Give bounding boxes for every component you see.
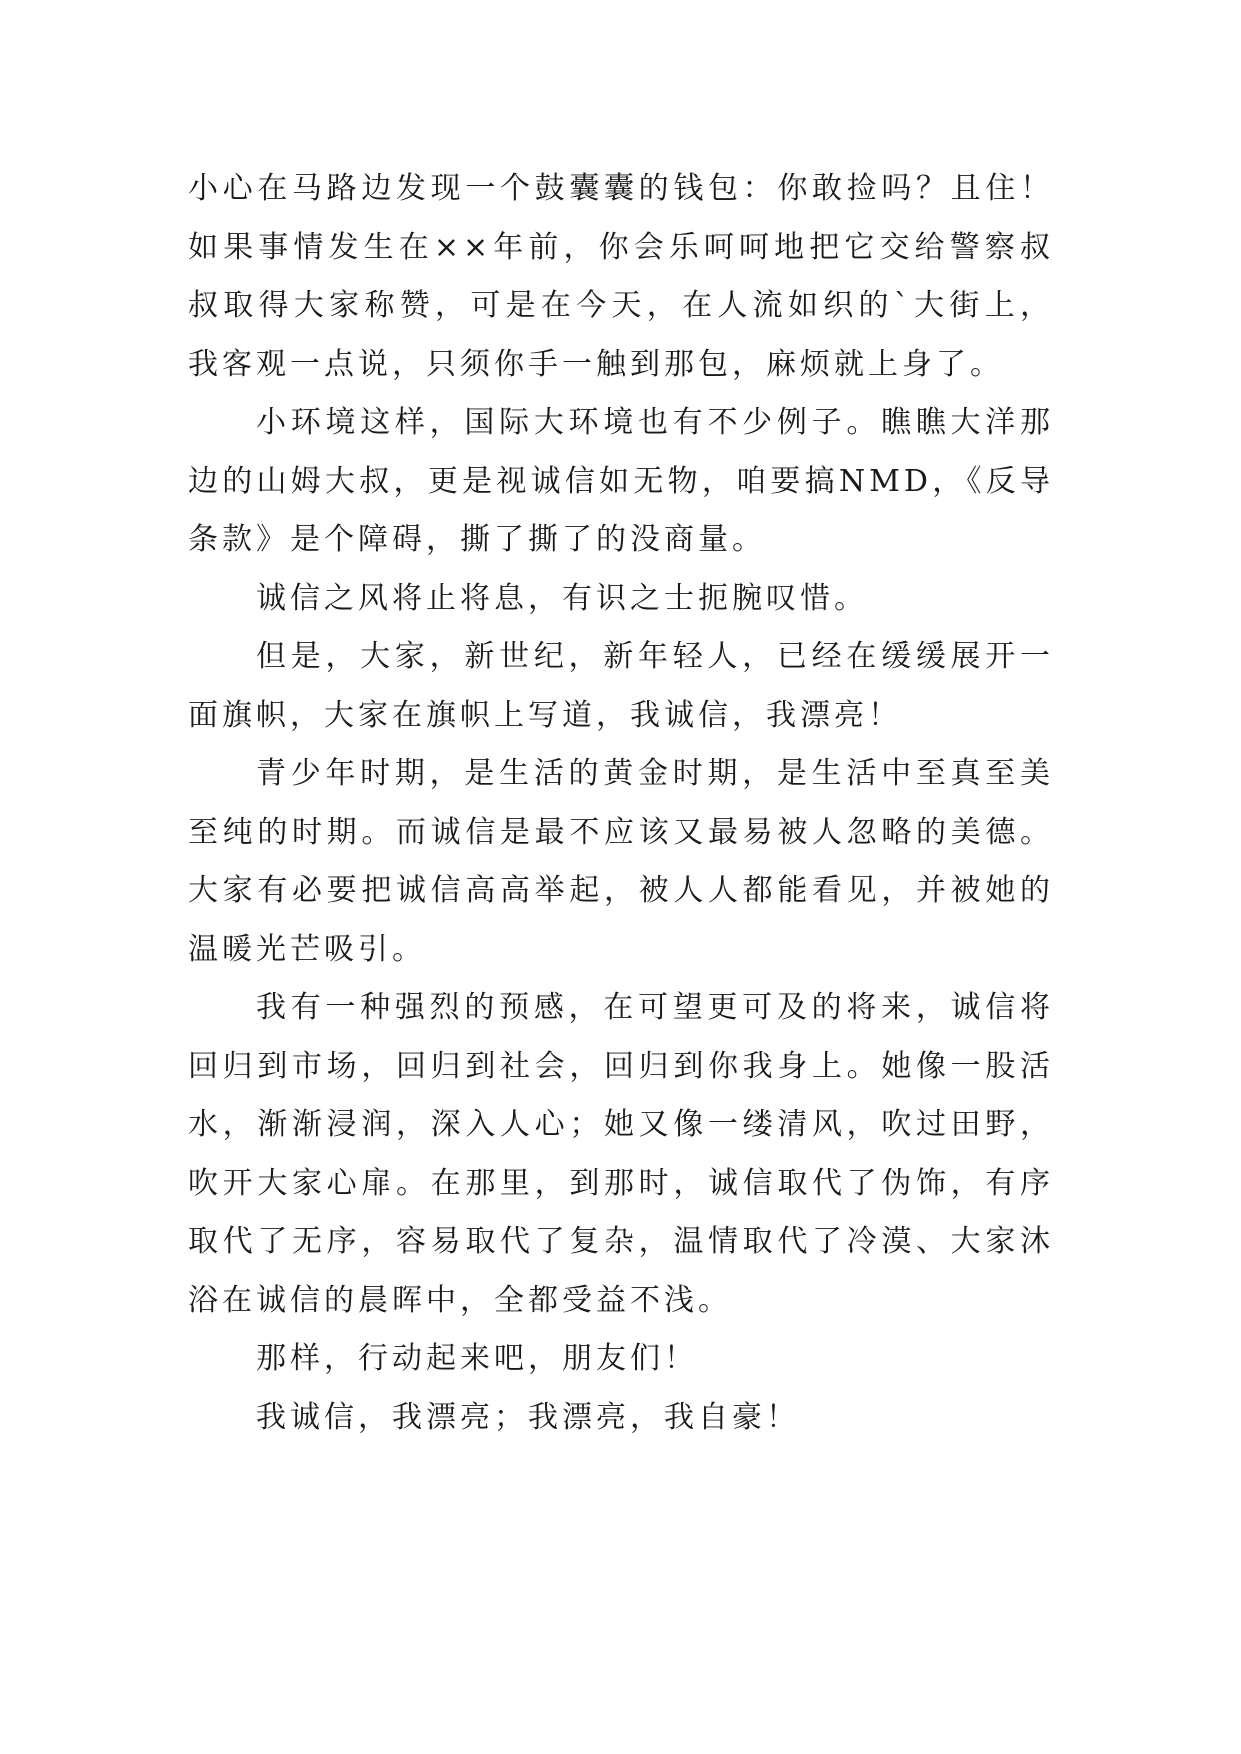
document-body [188,160,1054,1447]
paragraph-2: 小环境这样，国际大环境也有不少例子。瞧瞧大洋那边的山姆大叔，更是视诚信如无物，咱要搞NMD，《反导条款》是个障碍，撕了撕了的没商量。 [188,405,1054,557]
paragraph-6: 我有一种强烈的预感，在可望更可及的将来，诚信将回归到市场，回归到社会，回归到你我身上。她像一股活水，渐渐浸润，深入人心；她又像一缕清风，吹过田野，吹开大家心扉。在那里，到那时，诚信取代了伪饰，有序取代了无序，容易取代了复杂，温情取代了冷漠、大家沐浴在诚信的晨晖中，全都受益不浅。 [188,990,1054,1318]
paragraph-4: 但是，大家，新世纪，新年轻人，已经在缓缓展开一面旗帜，大家在旗帜上写道，我诚信，我漂亮！ [188,639,1054,733]
paragraph-7: 那样，行动起来吧，朋友们！ [256,1341,698,1376]
paragraph-8: 我诚信，我漂亮；我漂亮，我自豪！ [256,1399,800,1435]
paragraph-3: 诚信之风将止将息，有识之士扼腕叹惜。 [256,580,868,616]
paragraph-5: 青少年时期，是生活的黄金时期，是生活中至真至美至纯的时期。而诚信是最不应该又最易被人忽略的美德。大家有必要把诚信高高举起，被人人都能看见，并被她的温暖光芒吸引。 [188,756,1054,967]
paragraph-1: 小心在马路边发现一个鼓囊囊的钱包：你敢捡吗？且住！如果事情发生在××年前，你会乐呵呵地把它交给警察叔叔取得大家称赞，可是在今天，在人流如织的`大街上，我客观一点说，只须你手一触到那包，麻烦就上身了。 [188,171,1054,382]
